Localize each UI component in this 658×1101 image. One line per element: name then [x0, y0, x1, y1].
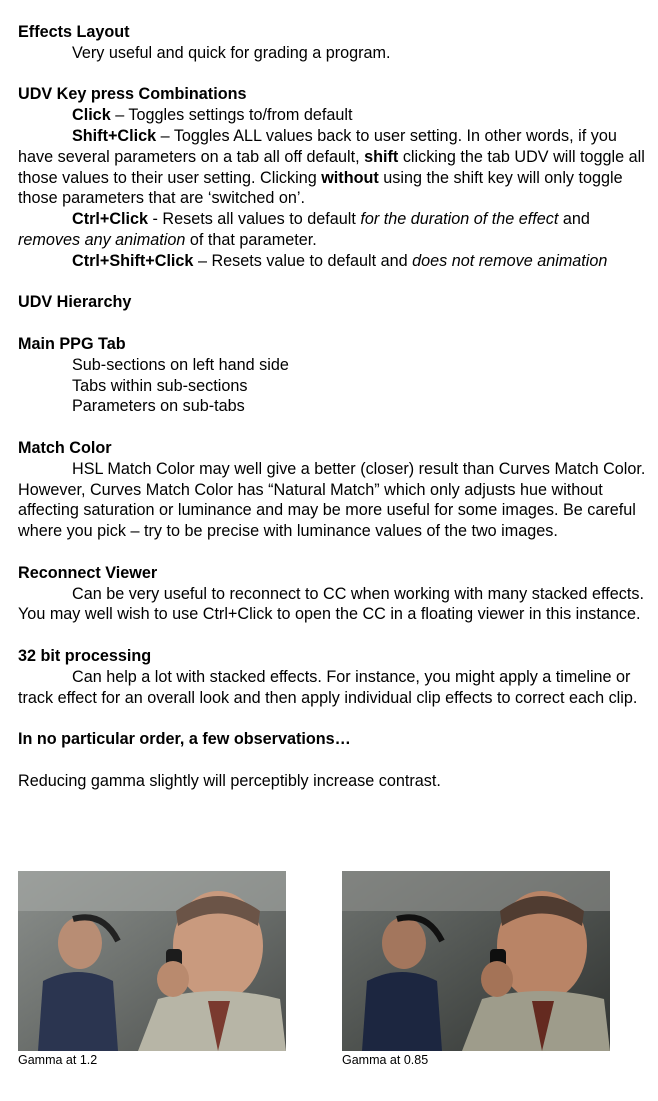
ctrl-italic-1: for the duration of the effect [360, 210, 559, 229]
heading-main-ppg: Main PPG Tab [18, 334, 126, 353]
heading-effects-layout: Effects Layout [18, 23, 130, 41]
main-ppg-item: Sub-sections on left hand side [72, 355, 289, 374]
ctrl-click-label: Ctrl+Click [72, 210, 149, 229]
click-label: Click [72, 106, 111, 125]
caption-gamma-1-2: Gamma at 1.2 [18, 1053, 98, 1067]
bit32-body: Can help a lot with stacked effects. For instance, you might apply a timeline or track effect for an overall look and then apply individual clip effects to correct each clip. [18, 667, 638, 707]
shift-text-3: using the shift key will only toggle those parameters that are ‘switched on’. [18, 168, 623, 208]
main-ppg-item: Tabs within sub-sections [72, 376, 248, 395]
udv-shift-line [18, 126, 648, 209]
heading-32bit: 32 bit processing [18, 646, 152, 665]
reconnect-body: Can be very useful to reconnect to CC when working with many stacked effects. You may well wish to use Ctrl+Click to open the CC in a floating viewer in this instance. [18, 584, 644, 624]
photo-gamma-0-85 [342, 871, 610, 1051]
photo-man-on-phone-image [18, 871, 286, 1051]
photo-man-on-phone-image [342, 871, 610, 1051]
caption-gamma-0-85: Gamma at 0.85 [342, 1053, 429, 1067]
heading-observations: In no particular order, a few observations… [18, 730, 351, 749]
heading-udv-hierarchy: UDV Hierarchy [18, 293, 132, 312]
main-ppg-item: Parameters on sub-tabs [72, 397, 245, 416]
ctrlshift-italic: does not remove animation [412, 251, 608, 270]
heading-reconnect-viewer: Reconnect Viewer [18, 563, 158, 582]
photo-gamma-1-2 [18, 871, 286, 1051]
click-text: – Toggles settings to/from default [110, 106, 353, 125]
udv-ctrlshift-line [18, 251, 648, 272]
document-page [18, 22, 648, 791]
match-color-body: HSL Match Color may well give a better (closer) result than Curves Match Color. However, Curves Match Color has “Natural Match” which only adjusts hue without affecting saturation or luminance and may be more useful for some images. Be careful where you pick – try to be precise with luminance values of the two images. [18, 459, 646, 541]
shift-text-2: clicking the tab UDV will toggle all those values to their user setting. Clicking [18, 147, 645, 187]
ctrl-text-1: - Resets all values to default [148, 210, 361, 229]
ctrl-italic-2: removes any animation [18, 230, 186, 249]
gamma-comparison [18, 871, 638, 1071]
gamma-text: Reducing gamma slightly will perceptibly increase contrast. [18, 771, 441, 790]
udv-ctrl-line [18, 209, 648, 251]
udv-click-line [18, 105, 648, 126]
ctrl-text-3: of that parameter. [185, 230, 317, 249]
ctrl-text-2: and [558, 210, 590, 229]
shift-text-1: – Toggles ALL values back to user setting. In other words, if you have several parameters on a tab all off default, [18, 126, 617, 166]
ctrl-shift-click-label: Ctrl+Shift+Click [72, 251, 194, 270]
shift-without: without [321, 168, 379, 187]
shift-bold: shift [364, 147, 399, 166]
heading-udv-key: UDV Key press Combinations [18, 85, 247, 104]
effects-layout-body: Very useful and quick for grading a program. [72, 43, 391, 62]
heading-match-color: Match Color [18, 438, 112, 457]
shift-click-label: Shift+Click [72, 126, 157, 145]
ctrlshift-text: – Resets value to default and [193, 251, 413, 270]
